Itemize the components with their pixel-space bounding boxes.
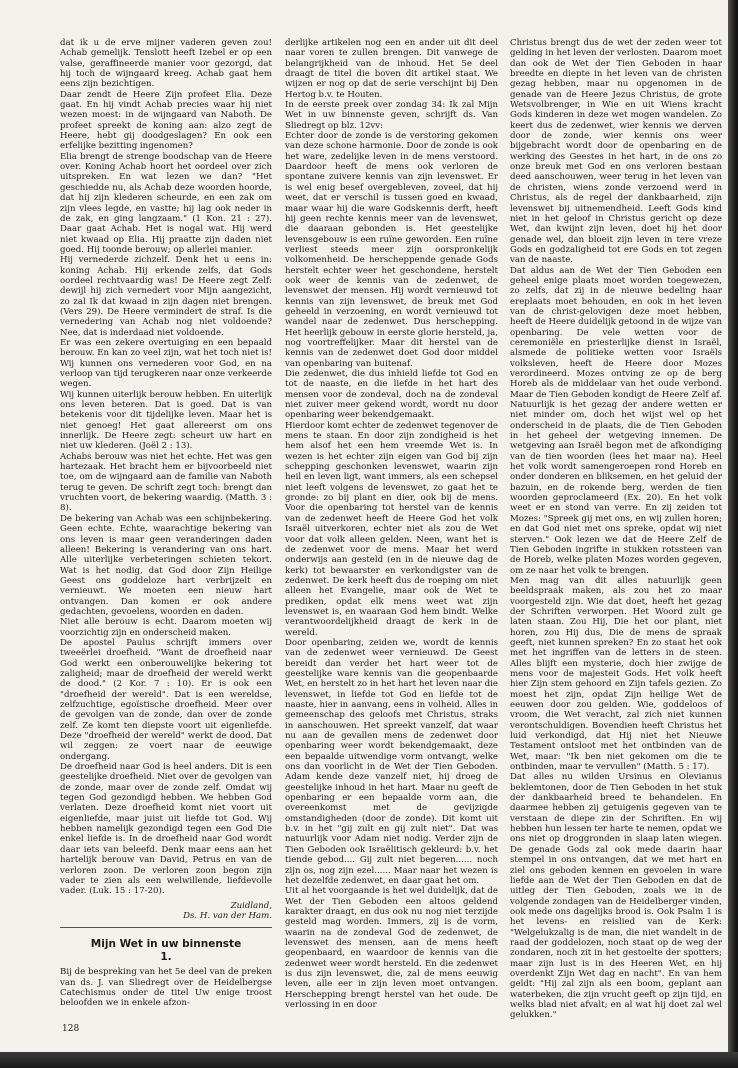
paragraph: Hij vernederde zichzelf. Denk het u eens in: koning Achab. Hij erkende zelfs, dat Gods oordeel rechtvaardig was! De Heere zegt Zelf: dewijl hij zich vernedert voor Mijn aangezicht, zo zal Ik dat kwaad in zijn dagen niet brengen. (Vers 29). De Heere vermindert de straf. Is die vernedering van Achab nog niet voldoende? Nee, dat is inderdaad niet voldoende. (60, 255, 272, 338)
paragraph: Hierdoor komt echter de zedenwet tegenover de mens te staan. En door zijn zondigheid is het hem alsof het een hem vreemde Wet is. In wezen is het echter zijn eigen van God bij zijn schepping geschonken levenswet, waarin zijn heil en leven ligt, want immers, als een schepsel niet leeft volgens de levenswet, zo gaat het te gronde: zo bij plant en dier, ook bij de mens. Voor die openbaring tot herstel van de kennis van de zedenwet heeft de Heere God het volk Israël uitverkoren, echter niet als zou de Wet voor dat volk alleen gelden. Neen, want het is de zedenwet voor de mens. Maar het werd onderwijs aan gesteld (en in de nieuwe dag de kerk) tot bewaarster en verkondigster van de zedenwet. De kerk heeft dus de roeping om niet alleen het Evangelie, maar ook de Wet te prediken, opdat elk mens weet wat zijn levenswet is, en waaraan God hem bindt. Welke verantwoordelijkheid draagt de kerk in de wereld. (285, 420, 498, 638)
paragraph: Niet alle berouw is echt. Daarom moeten wij voorzichtig zijn en onderscheid maken. (60, 617, 272, 638)
paragraph: derlijke artikelen nog een en ander uit dit deel naar voren te zullen brengen. Dit vanwege de belangrijkheid van de inhoud. Het 5e deel draagt de titel die boven dit artikel staat. We wijzen er nog op dat de serie verschijnt bij Den Hertog b.v. te Houten. (285, 38, 498, 100)
paragraph: De bekering van Achab was een schijnbekering. Geen echte. Echte, waarachtige bekering van ons leven is maar geen veranderingen daden alleen! Bekering is verandering van ons hart. Alle uiterlijke verbeteringen schieten tekort. Wat is het nodig, dat God door Zijn Heilige Geest ons goddeloze hart verbrijzelt en vernieuwt. We moeten een nieuw hart ontvangen. Dan komen er ook andere gedachten, gevoelens, woorden en daden. (60, 513, 272, 617)
paragraph: Dat alles nu wilden Ursinus en Olevianus beklemtonen, door de Tien Geboden in het stuk der dankbaarheid breed te behandelen. En daarmee hebben zij getuigenis gegeven van te verstaan de diepe zin der Schriften. En wij hebben hun lessen ter harte te nemen, opdat we ons niet op droggronden in slaap laten wiegen. De genade Gods zal ook mede daarin haar stempel in ons ontvangen, dat we met hart en ziel ons geboden kennen en gevoelen in ware liefde aan de Wet der Tien Geboden en dat de uitleg der Tien Geboden, zoals we in de volgende zondagen van de Heidelberger vinden, ook mede ons dagelijks brood is. Ook Psalm 1 is het levens- en reislied van de Kerk: "Welgelukzalig is de man, die niet wandelt in de raad der goddelozen, noch staat op de weg der zondaren, noch zit in het gestoelte der spotters; maar zijn lust is in des Heeren Wet, en hij overdenkt Zijn Wet dag en nacht". En van hem geldt: "Hij zal zijn als een boom, geplant aan waterbeken, die zijn vrucht geeft op zijn tijd, en welks blad niet afvalt; en al wat hij doet zal wel gelukken." (510, 772, 722, 1021)
signature-place: Zuidland, (230, 900, 272, 911)
section-divider (60, 927, 272, 928)
paragraph: Uit al het voorgaande is het wel duidelijk, dat de Wet der Tien Geboden een altoos geldend karakter draagt, en dus ook nu nog niet terzijde gesteld mag worden. Immers, zij is de vorm, waarin na de zondeval God de zedenwet, de levenswet des mensen, aan de mens heeft geopenbaard, en waardoor de kennis van die zedenwet weer wordt hersteld. En die zedenwet is dus zijn levenswet, die, zal de mens eeuwig leven, alle eer in zijn leven moet ontvangen. Herschepping brengt herstel van het oude. De verlossing in en door (285, 886, 498, 1010)
column-2 (285, 38, 498, 1038)
signature-name: Ds. H. van der Ham. (183, 910, 272, 921)
article-part-number: 1. (160, 950, 172, 963)
paragraph: Dat aldus aan de Wet der Tien Geboden een geheel enige plaats moet worden toegewezen, zo zelfs, dat zij in de nieuwe bedeling haar ereplaats moet behouden, en ook in het leven van de christ-gelovigen deze moet hebben, heeft de Heere duidelijk getoond in de wijze van openbaring. De vele wetten voor de ceremoniële en priesterlijke dienst in Israël, alsmede de politieke wetten voor Israëls volksleven, heeft de Heere door Mozes verordineerd. Mozes ontving ze op de berg Horeb als de middelaar van het oude verbond. Maar de Tien Geboden kondigt de Heere Zelf af. Natuurlijk is het gezag der andere wetten er niet minder om, doch het wijst wel op het onderscheid in de plaats, die de Tien Geboden in het geheel der wetgeving innemen. De wetgeving aan Israël begon met de afkondiging van de tien woorden (lees het maar na). Heel het volk wordt samengeroepen rond Horeb en onder donderen en bliksemen, en het geluid der bazuin, en de rokende berg, werden de tien woorden geproclameerd (Ex. 20). En het volk weet er en stond van verre. En zij zeiden tot Mozes: "Spreek gij met ons, en wij zullen horen; en dat God niet met ons spreke, opdat wij niet sterven." Ook lezen we dat de Heere Zelf de Tien Geboden ingrifte in stukken rotssteen van de Horeb, welke platen Mozes worden gegeven, om ze naar het volk te brengen. (510, 265, 722, 576)
article-title-text: Mijn Wet in uw binnenste (90, 938, 242, 951)
scan-edge-right (728, 0, 738, 1068)
paragraph: Door openbaring, zeiden we, wordt de kennis van de zedenwet weer vernieuwd. De Geest bereidt dan verder het hart weer tot de geestelijke ware kennis van die geopenbaarde Wet, en herstelt zo in het hart het leven naar die levenswet, in liefde tot God en liefde tot de naaste, hier in aanvang, eens in volheid. Alles in gemeenschap des geloofs met Christus, straks in aanschouwen. Het spreekt vanzelf, dat waar nu aan de gevallen mens de zedenwet door openbaring weer wordt bekendgemaakt, deze een bepaalde uitwendige vorm ontvangt, welke ons dan voorlicht in de Wet der Tien Geboden. Adam kende deze vanzelf niet, hij droeg de geestelijke inhoud in het hart. Maar nu geeft de openbaring er een bepaalde vorm aan, die overeenkomst met de gevijzigde omstandigheden (door de zonde). Dit komt uit b.v. in het "gij zult en gij zult niet". Dat was natuurlijk voor Adam niet nodig. Verder zijn de Tien Geboden ook Israëlitisch gekleurd: b.v. het tiende gebod.... Gij zult niet begeren...... noch zijn os, nog zijn ezel...... Maar naar het wezen is het dezelfde zedenwet, en daar gaat het om. (285, 637, 498, 886)
col3-paragraphs (510, 38, 722, 1021)
paragraph: In de eerste preek over zondag 34: Ik zal Mijn Wet in uw binnenste geven, schrijft ds. Van Sliedregt op blz. 12vv: (285, 100, 498, 131)
column-3 (510, 38, 722, 1038)
article-title (60, 938, 272, 963)
paragraph: Achabs berouw was niet het echte. Het was gen hartezaak. Het bracht hem er bijvoorbeeld niet toe, om de wijngaard aan de familie van Naboth terug te geven. De schrift zegt toch: brengt dan vruchten voort, de bekering waardig. (Matth. 3 : 8). (60, 451, 272, 514)
paragraph: De apostel Paulus schrijft immers over tweeërlei droefheid. "Want de droefheid naar God werkt een onberouwelijke bekering tot zaligheid; maar de droefheid der wereld werkt de dood." (2 Kor. 7 : 10). Er is ook een "droefheid der wereld". Dat is een wereldse, zelfzuchtige, egoïstische droefheid. Meer over de gevolgen van de zonde, dan over de zonde zelf. Ze komt ten diepste voort uit eigenliefde. Deze "droefheid der wereld" werkt de dood. Dat wil zeggen: ze voert naar de eeuwige ondergang. (60, 637, 272, 762)
page-number: 128 (62, 1024, 80, 1034)
paragraph: Wij kunnen uiterlijk berouw hebben. En uiterlijk ons leven beteren. Dat is goed. Dat is van betekenis voor dit tijdelijke leven. Maar het is niet genoeg! Het gaat allereerst om ons innerlijk. De Heere zegt: scheurt uw hart en niet uw klederen. (Joël 2 : 13). (60, 389, 272, 452)
col2-paragraphs (285, 38, 498, 1010)
paragraph: Bij de bespreking van het 5e deel van de preken van ds. J. van Sliedregt over de Heidelbergse Catechismus onder de titel Uw enige troost beloofden we in enkele afzon- (60, 967, 272, 1009)
col1-after-paragraphs (60, 967, 272, 1008)
paragraph: Men mag van dit alles natuurlijk geen beeldspraak maken, als zou het zo maar voorgesteld zijn. Wie dat doet, heeft het gezag der Schriften verworpen. Het Woord zult ge laten staan. Zou Hij, Die het oor plant, niet horen, zou Hij dus, Die de mens de spraak geeft, niet kunnen spreken? En zo staat het ook met het ingriffen van de letters in de steen. Alles blijft een mysterie, doch hier zwijge de mens voor de majesteit Gods. Het volk heeft hier Zijn stem gehoord en Zijn tafels gezien. Zo moest het zijn, opdat Zijn heilige Wet de eeuwen door zou gelden. Wie, goddeloos of vroom, die Wet veracht, zal zich niet kunnen verontschuldigen. Bovendien heeft Christus het luid verkondigd, dat Hij niet het Nieuwe Testament ontsloot met het ontbinden van de Wet, maar: "Ik ben niet gekomen om die te ontbinden, maar te vervullen" (Matth. 5 : 17). (510, 575, 722, 773)
paragraph: Echter door de zonde is de verstoring gekomen van deze schone harmonie. Door de zonde is ook het ware, zedelijke leven in de mens verstoord. Daardoor heeft de mens ook verloren de spontane zuivere kennis van zijn levenswet. Er is wel enig besef overgebleven, zoveel, dat hij weet, dat er verschil is tussen goed en kwaad, maar waar hij die ware Godskennis derft, heeft hij geen rechte kennis meer van de levenswet, die daaraan gebonden is. Het geestelijke levensgebouw is een ruïne geworden. Een ruïne verliest steeds meer zijn oorspronkelijk volkomenheid. De herscheppende genade Gods herstelt echter weer het geschondene, herstelt ook weer de kennis van de zedenwet, de levenswet der mensen. Hij wordt vernieuwd tot kennis van zijn levenswet, de breuk met God geheeld in verzoening, en wordt vernieuwd tot wandel naar de zedenwet. Dus herschepping. Het heerlijk gebouw in eerste glorie hersteld, ja, nog voortreffelijker. Maar dit herstel van de kennis van de zedenwet doet God door middel van openbaring van buitenaf. (285, 131, 498, 369)
scan-edge-bottom (0, 1052, 738, 1068)
paragraph: dat ik u de erve mijner vaderen geven zou! Achab gemelijk. Tenslott heeft Izebel er op een valse, geraffineerde manier voor gezorgd, dat hij toch de wijngaard kreeg. Achab gaat hem eens zijn bezichtigen. (60, 38, 272, 90)
paragraph: Christus brengt dus de wet der zeden weer tot gelding in het leven der verlosten. Daarom moet dan ook de Wet der Tien Geboden in haar breedte en diepte in het leven van de christen gezag hebben, maar nu opgenomen in de genade van de Heere Jezus Christus, de grote Wetsvolbrenger, in Wie en uit Wiens kracht Gods kinderen in deze wet mogen wandelen. Zo keert dus de zedenwet, wier kennis we derven door de zonde, wier kennis ons weer bijgebracht wordt door de openbaring en de werking des Geestes in het hart, in de ons zo onze breuk met God en ons verloren bestaan deed aanschouwen, weer terug in het leven van de christen, wiens zonde verzoend werd in Christus, als de regel der dankbaarheid, zijn levenswet bij uitnemendheid. Leeft Gods kind niet in het geloof in Christus gericht op deze Wet, dan kwijnt zijn leven, doet hij het door genade wel, dan bloeit zijn leven in tere vreze Gods en godzaligheid tot ere Gods en tot zegen van de naaste. (510, 38, 722, 266)
col1-paragraphs (60, 38, 272, 897)
paragraph: Die zedenwet, die dus inhield liefde tot God en tot de naaste, en die liefde in het hart des mensen voor de zondeval, doch na de zondeval niet zuiver meer gekend wordt, wordt nu door openbaring weer bekendgemaakt. (285, 369, 498, 421)
paragraph: De droefheid naar God is heel anders. Dit is een geestelijke droefheid. Niet over de gevolgen van de zonde, maar over de zonde zelf. Omdat wij tegen God gezondigd hebben. We hebben God verlaten. Deze droefheid komt niet voort uit eigenliefde, maar juist uit liefde tot God. Wij hebben namelijk gezondigd tegen een God Die enkel liefde is. In de droefheid naar God wordt daar iets van beleefd. Denk maar eens aan het hartelijk berouw van David, Petrus en van de verloren zoon. De verloren zoon begon zijn vader te zien als een welwillende, liefdevolle vader. (Luk. 15 : 17-20). (60, 762, 272, 897)
paragraph: Daar zendt de Heere Zijn profeet Elia. Deze gaat. En hij vindt Achab precies waar hij niet wezen moest: in de wijngaard van Naboth. De profeet spreekt de koning aan: alzo zegt de Heere, hebt gij doodgeslagen? En ook een erfelijke bezitting ingenomen? (60, 89, 272, 152)
column-1 (60, 38, 272, 1028)
paragraph: Er was een zekere overtuiging en een bepaald berouw. En kan zo veel zijn, wat het toch niet is! Wij kunnen ons vernederen voor God, en na verloop van tijd terugkeren naar onze verkeerde wegen. (60, 337, 272, 390)
paragraph: Elia brengt de strenge boodschap van de Heere over. Koning Achab hoort het oordeel over zich uitspreken. En wat lezen we dan? "Het geschiedde nu, als Achab deze woorden hoorde, dat hij zijn klederen scheurde, en een zak om zijn vlees legde, en vastte; hij lag ook neder in de zak, en ging langzaam." (1 Kon. 21 : 27). Daar gaat Achab. Het is nogal wat. Hij werd niet kwaad op Elia. Hij praatte zijn daden niet goed. Hij toonde berouw; op allerlei manier. (60, 151, 272, 255)
